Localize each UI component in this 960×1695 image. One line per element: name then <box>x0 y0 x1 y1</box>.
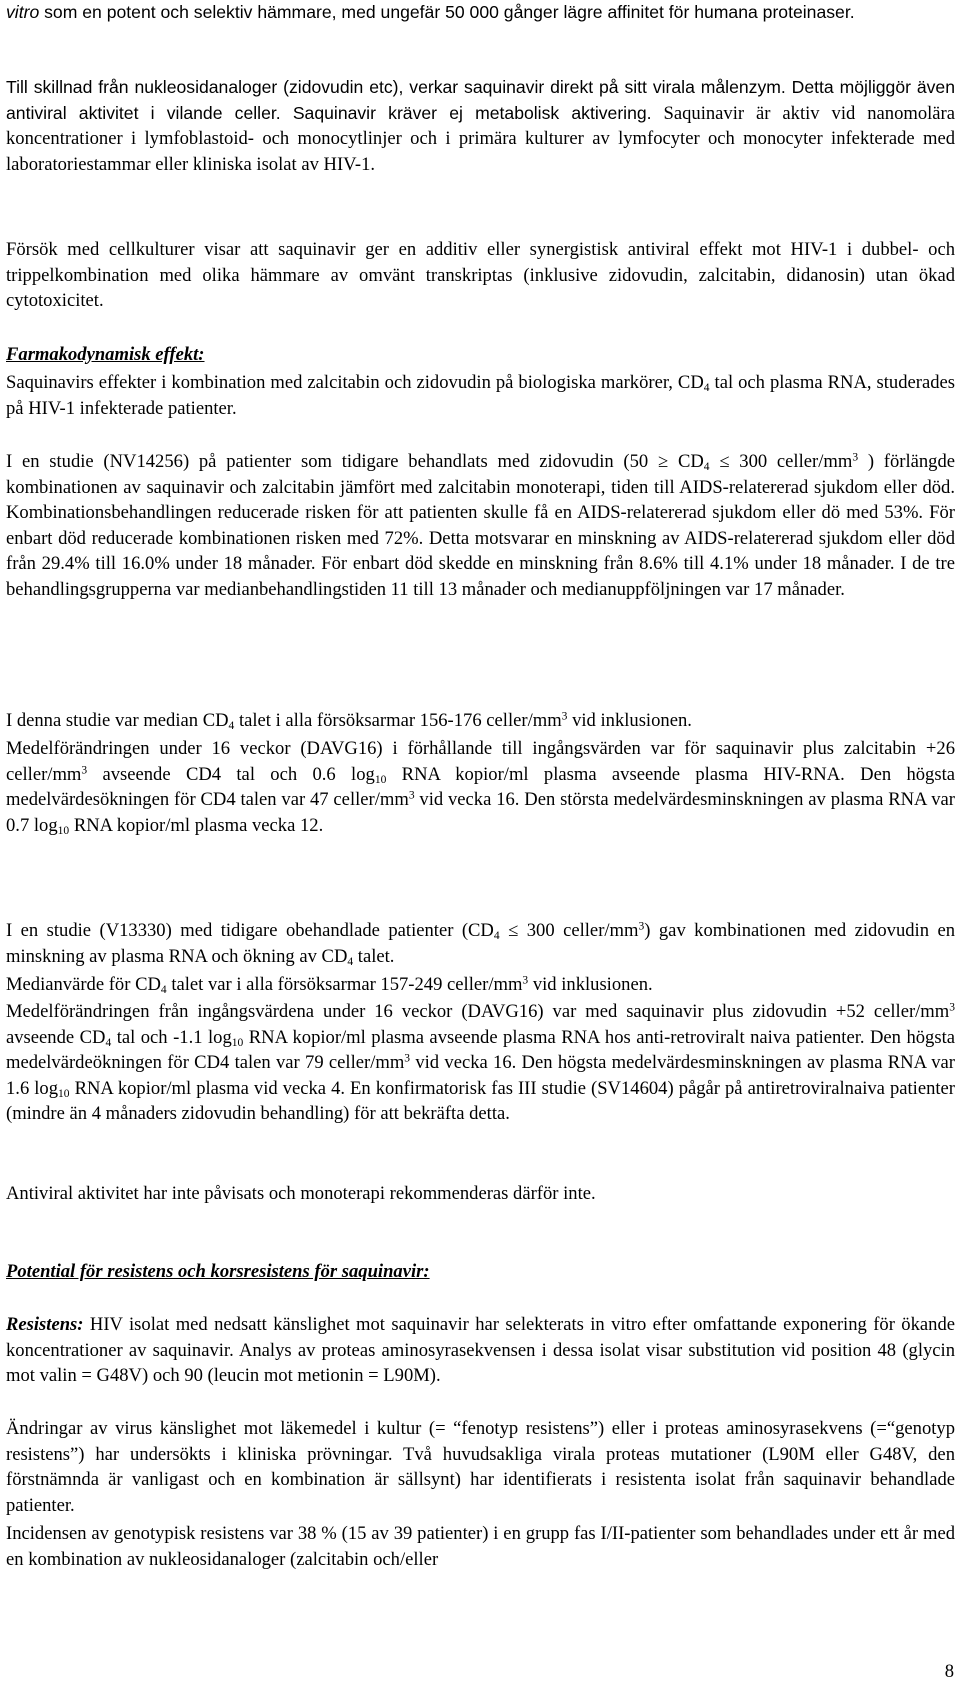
greater-equal-symbol <box>658 451 668 472</box>
less-equal-symbol <box>719 451 729 472</box>
paragraph-study-v13330: I en studie (V13330) med tidigare obehandlade patienter ($CD_4 \le 300$ celler/$mm^3$) gav kombinationen med zidovudin en minskning av plasma RNA och ökning av $CD_4$ talet. <box>6 918 955 969</box>
paragraph-monotherapy: Antiviral aktivitet har inte påvisats och monoterapi rekommenderas därför inte. <box>6 1183 596 1204</box>
paragraph-phenotype-genotype: Ändringar av virus känslighet mot läkemedel i kultur (= “fenotyp resistens”) eller i proteas aminosyrasekvens (=“genotyp resistens”) har undersökts i kliniska prövningar. Två huvudsakliga virala proteas mutationer (L90M eller G48V, den förstnämnda är vanligast och en kombination är sällsynt) har identifierats i resistenta isolat från saquinavir behandlade patienter. <box>6 1418 955 1516</box>
paragraph-incidence: Incidensen av genotypisk resistens var 38 % (15 av 39 patienter) i en grupp fas I/II-patienter som behandlades under ett år med en kombination av nukleosidanaloger (zalcitabin och/eller <box>6 1523 955 1570</box>
italic-term: vitro <box>6 2 40 22</box>
paragraph-median-cd4-nv14256: I denna studie var median $CD_4$ talet i alla försöksarmar 156-176 celler/$mm^3$ vid inklusionen. <box>6 710 692 732</box>
heading-resistance: Potential för resistens och korsresistens för saquinavir: <box>6 1261 430 1282</box>
less-equal-symbol <box>508 920 518 941</box>
paragraph-davg16-nv14256: Medelförändringen under 16 veckor (DAVG16) i förhållande till ingångsvärden var för saquinavir plus zalcitabin +26 celler/$mm^3$ avseende CD4 tal och 0.6 $\log_{10}$ RNA kopior/ml plasma avseende plasma HIV-RNA. Den högsta medelvärdesökningen för CD4 talen var 47 celler/$mm^3$ vid vecka 16. Den största medelvärdesminskningen av plasma RNA var 0.7 $\log_{10}$ RNA kopior/ml plasma vecka 12. <box>6 738 955 837</box>
paragraph-study-nv14256: I en studie (NV14256) på patienter som tidigare behandlats med zidovudin ($50 \ge CD_4 \le 300$ celler/$mm^3$ ) förlängde kombinationen av saquinavir och zalcitabin jämfört med zalcitabin monoterapi, tiden till AIDS-relatererad sjukdom eller död. Kombinationsbehandlingen reducerade risken för att patienten skulle få en AIDS-relatererad sjukdom eller dö med 53%. För enbart död reducerade kombinationen risken med 72%. Detta motsvarar en minskning av AIDS-relatererad sjukdom eller död från 29.4% till 16.0% under 18 månader. För enbart död skedde en minskning från 8.6% till 4.1% under 18 månader. I de tre behandlingsgrupperna var medianbehandlingstiden 11 till 13 månader och medianuppföljningen var 17 månader. <box>6 449 955 603</box>
page-number: 8 <box>944 1661 954 1682</box>
paragraph-resistance: Resistens: HIV isolat med nedsatt känslighet mot saquinavir har selekterats in vitro efter omfattande exponering för ökande koncentrationer av saquinavir. Analys av proteas aminosyrasekvensen i dessa isolat visar substitution vid position 48 (glycin mot valin = G48V) och 90 (leucin mot metionin = L90M). <box>6 1314 955 1387</box>
paragraph-cell-cultures: Försök med cellkulturer visar att saquinavir ger en additiv eller synergistisk antiviral effekt mot HIV-1 i dubbel- och trippelkombination med olika hämmare av omvänt transkriptas (inklusive zidovudin, zalcitabin, didanosin) utan ökad cytotoxicitet. <box>6 239 955 312</box>
paragraph-markers: Saquinavirs effekter i kombination med zalcitabin och zidovudin på biologiska markörer, $CD_4$ tal och plasma RNA, studerades på HIV-1 infekterade patienter. <box>6 372 955 419</box>
resistance-label: Resistens: <box>6 1314 84 1335</box>
paragraph-median-cd4-v13330: Medianvärde för $CD_4$ talet var i alla försöksarmar 157-249 celler/$mm^3$ vid inklusionen. <box>6 974 653 996</box>
heading-pharmacodynamics: Farmakodynamisk effekt: <box>6 344 205 365</box>
paragraph-mechanism: Till skillnad från nukleosidanaloger (zidovudin etc), verkar saquinavir direkt på sitt virala målenzym. Detta möjliggör även antiviral aktivitet i vilande celler. Saquinavir kräver ej metabolisk aktivering. Saquinavir är aktiv vid nanomolära koncentrationer i lymfoblastoid- och monocytlinjer och i primära kulturer av lymfocyter och monocyter infekterade med laboratoriestammar eller kliniska isolat av HIV-1. <box>6 77 956 175</box>
paragraph-davg16-v13330: Medelförändringen från ingångsvärdena under 16 veckor (DAVG16) var med saquinavir plus zidovudin +52 celler/$mm^3$ avseende $CD_4$ tal och -1.1 $\log_{10}$ RNA kopior/ml plasma avseende plasma RNA hos anti-retroviralt naiva patienter. Den högsta medelvärdeökningen för CD4 talen var 79 celler/$mm^3$ vid vecka 16. Den högsta medelvärdesminskningen av plasma RNA var 1.6 $\log_{10}$ RNA kopior/ml plasma vid vecka 4. En konfirmatorisk fas III studie (SV14604) pågår på antiretroviralnaiva patienter (mindre än 4 månaders zidovudin behandling) för att bekräfta detta. <box>6 1001 956 1125</box>
paragraph-affinity: vitro som en potent och selektiv hämmare, med ungefär 50 000 gånger lägre affinitet för humana proteinaser. <box>6 2 855 22</box>
